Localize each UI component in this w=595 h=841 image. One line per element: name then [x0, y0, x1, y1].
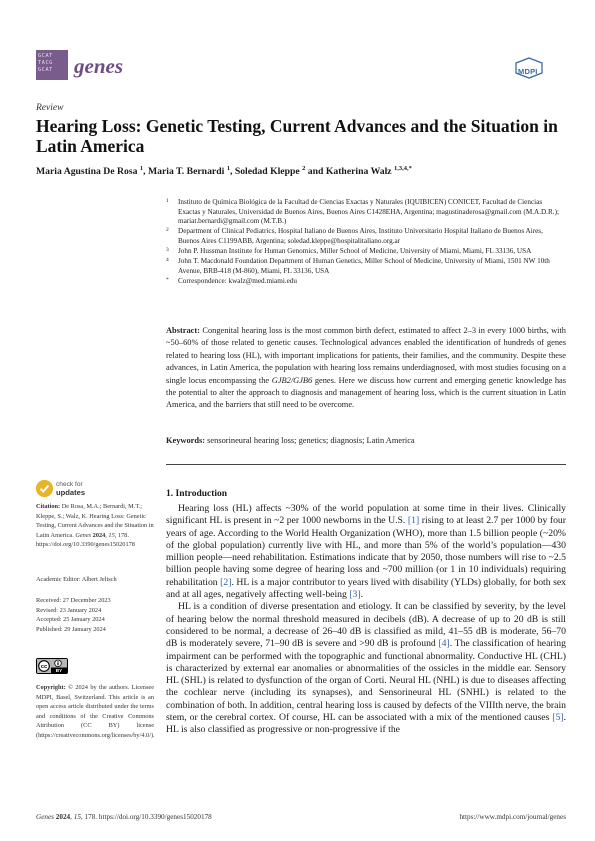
affiliation-mark: 3: [166, 246, 169, 253]
reference-link[interactable]: [1]: [407, 515, 420, 527]
body-text: [166, 503, 566, 737]
author-affiliation-mark: 1,3,4,*: [394, 165, 412, 172]
affiliation-item: [166, 247, 566, 257]
affiliation-mark: 2: [166, 227, 169, 234]
citation-volume: 15: [108, 531, 115, 539]
abstract-label: Abstract:: [166, 326, 200, 335]
author-affiliation-mark: 1: [226, 165, 230, 172]
paragraph-text: . The classification of hearing impairment can be performed with the topographic and functional abnormality. Conductive HL (CHL) is characterized by external ear anomalies or abnormalities of the ossicles in the middle ear. Sensory HL (SHL) is related to dysfunction of the organ of Corti. Neural HL (NHL) is due to diseases affecting the cochlear nerve (including its synapses), and Sensorineural HL (SNHL) is related to the combination of both. In addition, central hearing loss is caused by defects of the VIIIth nerve, the brain stem, or the cerebral cortex. Of course, HL can be associated with a mix of the mentioned causes: [166, 638, 566, 724]
citation-doi[interactable]: , 178. https://doi.org/10.3390/genes15020178: [36, 531, 135, 549]
abstract-gene-names: GJB2/GJB6: [271, 375, 313, 385]
copyright: [36, 683, 154, 741]
cc-by-license-icon[interactable]: [36, 658, 68, 674]
copyright-label: Copyright:: [36, 684, 66, 691]
paragraph-text: . HL is a major contributor to years lived with disability (YLDs) globally, for both sex and at all ages, negatively affecting well-being: [166, 576, 567, 601]
publication-dates: [36, 596, 154, 634]
article-type: Review: [36, 103, 64, 113]
keywords-text: sensorineural hearing loss; genetics; diagnosis; Latin America: [205, 436, 415, 445]
received-date: Received: 27 December 2023: [36, 597, 111, 604]
check-for-updates-line1: check for: [56, 481, 83, 488]
paragraph-text: rising to at least 2.7 per 1000 by four years of age. According to the World Health Organization (WHO), more than 1.5 billion people (~20% of the global population) currently live with HL, and more than 5% of the world’s population—430 million people—need rehabilitation. Estimations indicate that by 2050, those numbers will rise to ~2.5 billion people having some degree of hearing loss and ~700 million (or 1 in 10 individuals) requiring rehabilitation: [166, 515, 566, 588]
footer-journal: Genes: [36, 813, 54, 821]
check-for-updates-icon: [36, 480, 53, 497]
paragraph: [166, 601, 566, 736]
cc-by-text: BY: [55, 668, 63, 673]
paragraph-text: Hearing loss (HL) affects ~30% of the world population at some time in their lives. Clinically significant HL is present in ~2 per 1000 newborns in the U.S.: [166, 503, 566, 527]
affiliation-text: Instituto de Química Biológica de la Facultad de Ciencias Exactas y Naturales (IQUIBICEN) CONICET, Facultad de Ciencias Exactas y Naturales, Universidad de Buenos Aires, Buenos Aires C1428EHA, Argentina; magustinaderosa@gmail.com (M.A.D.R.); mariat.bernardi@gmail.com (M.T.B.): [178, 198, 559, 226]
author-separator: and: [305, 166, 326, 178]
abstract-text: genes. Here we discuss how current and emerging genetic knowledge has the potential to alter the approach to diagnosis and management of hearing loss, which is the current situation in Latin America, and the barriers that still need to be overcome.: [166, 375, 566, 410]
affiliations: [166, 198, 566, 287]
citation-text: De Rosa, M.A.; Bernardi, M.T.; Kleppe, S.; Walz, K. Hearing Loss: Genetic Testing, Current Advances and the Situation in Latin America.: [36, 503, 154, 539]
footer-doi[interactable]: , 178. https://doi.org/10.3390/genes15020178: [80, 813, 212, 821]
footer-separator: ,: [70, 813, 74, 821]
cc-text: cc: [40, 664, 48, 670]
keywords: [166, 436, 566, 445]
affiliation-item: [166, 257, 566, 276]
author-separator: ,: [229, 166, 235, 178]
check-for-updates-button[interactable]: [36, 480, 92, 500]
affiliation-mark: 4: [166, 257, 169, 264]
affiliation-item: [166, 227, 566, 246]
paragraph-text: . HL is also classified as progressive or non-progressive if the: [166, 712, 566, 736]
citation: [36, 502, 154, 550]
affiliation-mark: *: [166, 276, 169, 283]
logo-line: GCAT: [38, 53, 53, 59]
footer-year: 2024: [53, 813, 71, 821]
citation-year: 2024: [91, 531, 106, 539]
affiliation-item: [166, 198, 566, 227]
author-name[interactable]: Maria T. Bernardi: [147, 166, 225, 178]
academic-editor: Academic Editor: Albert Jeltsch: [36, 576, 117, 583]
check-for-updates-line2: updates: [56, 488, 86, 497]
author-name[interactable]: Katherina Walz: [325, 166, 392, 178]
correspondence-item: [166, 277, 566, 287]
paragraph-text: .: [360, 589, 363, 601]
reference-link[interactable]: [5]: [552, 712, 564, 724]
revised-date: Revised: 23 January 2024: [36, 606, 102, 614]
affiliation-text: Department of Clinical Pediatrics, Hospital Italiano de Buenos Aires, Instituto Universitario Hospital Italiano de Buenos Aires, Buenos Aires C1199ABB, Argentina; soledad.kleppe@hospitalitaliano.org.ar: [178, 227, 543, 245]
footer-journal-url[interactable]: https://www.mdpi.com/journal/genes: [459, 813, 566, 821]
reference-link[interactable]: [3]: [349, 589, 361, 601]
author-name[interactable]: Soledad Kleppe: [234, 166, 300, 178]
keywords-label: Keywords:: [166, 436, 206, 445]
journal-logo-icon: [36, 50, 68, 80]
affiliation-text: John P. Hussman Institute for Human Genomics, Miller School of Medicine, University of Miami, Miami, FL 33136, USA: [178, 246, 532, 255]
abstract: [166, 325, 566, 412]
logo-line: TACG: [38, 60, 53, 66]
author-affiliation-mark: 2: [302, 165, 306, 172]
paragraph-text: HL is a condition of diverse presentation and etiology. It can be classified by severity, by the level of hearing below the normal threshold measured in decibels (dB). A decrease of up to 20 dB is still considered to be normal, a decrease of 26–40 dB is classified as mild, 41–55 dB is moderate, 56–70 dB is moderately severe, 71–90 dB is severe and >90 dB is profound: [166, 601, 566, 650]
logo-line: GCAT: [38, 67, 53, 73]
affiliation-text: John T. Macdonald Foundation Department of Human Genetics, Miller School of Medicine, University of Miami, 1501 NW 10th Avenue, BRB-418 (M-860), Miami, FL 33136, USA: [178, 257, 550, 275]
abstract-text: Congenital hearing loss is the most common birth defect, estimated to affect 2–3 in every 1000 births, with ~50–60% of those related to genetic causes. Technological advances enabled the identification of hundreds of genes related to hearing loss (HL), with important implications for patients, their families, and the community. Despite these advances, in Latin America, the population with hearing loss remains underdiagnosed, with most studies focusing on a single locus encompassing the: [166, 326, 566, 385]
author-separator: ,: [143, 166, 148, 178]
author-name[interactable]: Maria Agustina De Rosa: [36, 166, 138, 178]
published-date: Published: 29 January 2024: [36, 625, 106, 633]
author-list: [36, 165, 566, 177]
copyright-text: © 2024 by the authors. Licensee MDPI, Basel, Switzerland. This article is an open access article distributed under the terms and conditions of the Creative Commons Attribution (CC BY) license (https://creativecommons.org/licenses/by/4.0/).: [36, 684, 155, 739]
author-affiliation-mark: 1: [139, 165, 144, 172]
divider: [166, 464, 566, 465]
citation-label: Citation:: [36, 503, 61, 510]
article-title: Hearing Loss: Genetic Testing, Current Advances and the Situation in Latin America: [36, 116, 558, 156]
journal-name[interactable]: genes: [74, 54, 123, 78]
reference-link[interactable]: [4]: [438, 638, 450, 650]
affiliation-mark: 1: [166, 198, 169, 204]
footer-volume: 15: [73, 813, 81, 821]
section-heading: 1. Introduction: [166, 489, 228, 499]
footer-citation: [36, 813, 212, 821]
correspondence-text: Correspondence: kwalz@med.miami.edu: [178, 276, 297, 285]
accepted-date: Accepted: 25 January 2024: [36, 616, 105, 624]
citation-separator: ,: [105, 531, 109, 539]
paragraph: [166, 503, 566, 601]
reference-link[interactable]: [2]: [220, 576, 232, 588]
publisher-name: MDPI: [518, 67, 538, 76]
citation-journal: Genes: [75, 531, 92, 539]
